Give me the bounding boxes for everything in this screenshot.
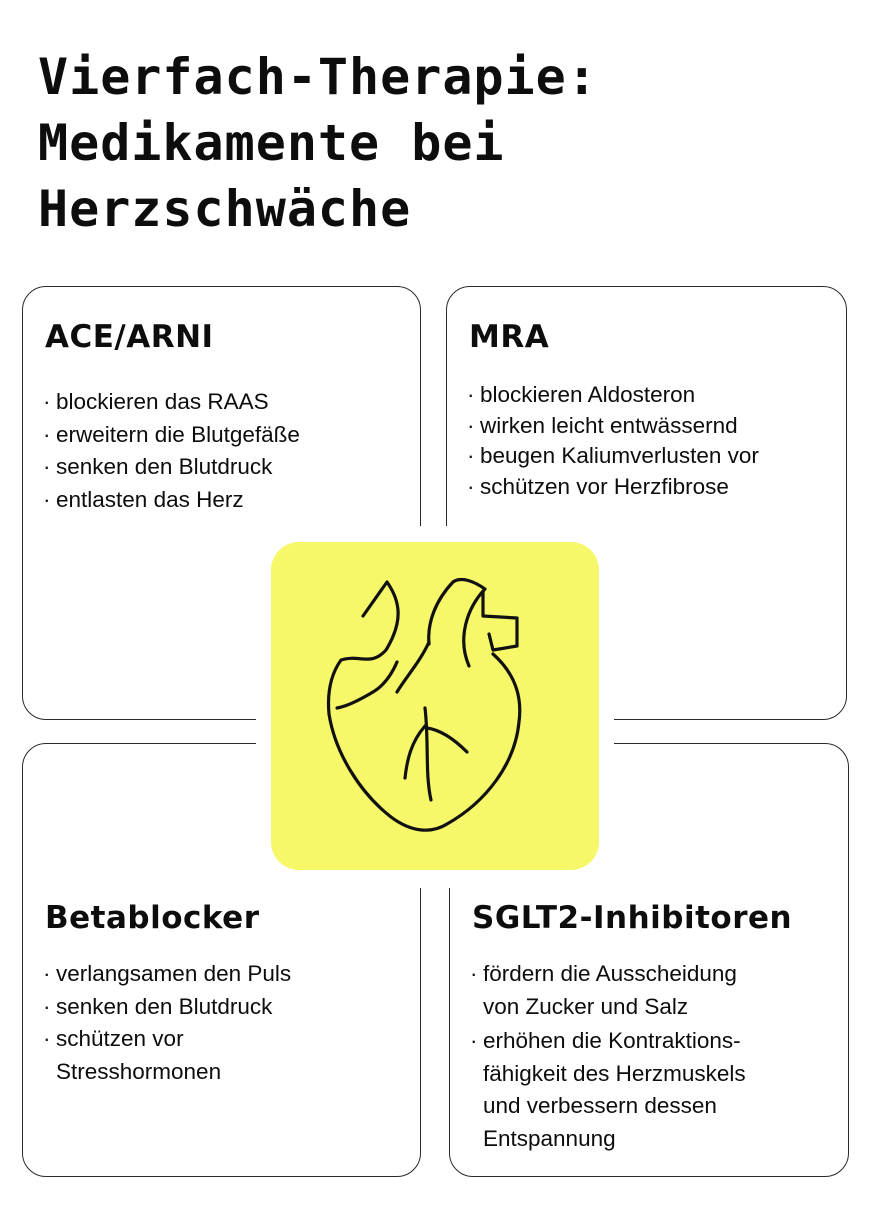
list-item: · beugen Kaliumverlusten vor bbox=[467, 441, 836, 472]
heart-icon-tile bbox=[271, 542, 599, 870]
page-title bbox=[38, 44, 858, 242]
card-list-betablocker bbox=[43, 958, 325, 1088]
list-item: · verlangsamen den Puls bbox=[43, 958, 325, 991]
list-item: · erhöhen die Kontraktions-fähigkeit des Herzmuskels und verbessern dessen Entspannung bbox=[470, 1025, 783, 1155]
card-title-ace-arni: ACE/ARNI bbox=[45, 319, 214, 355]
title-line-1: Vierfach-Therapie: bbox=[38, 48, 598, 106]
title-line-3: Herzschwäche bbox=[38, 180, 412, 238]
list-item: · schützen vor Stresshormonen bbox=[43, 1023, 236, 1088]
card-title-mra: MRA bbox=[469, 319, 550, 355]
list-item: · blockieren das RAAS bbox=[43, 386, 410, 419]
list-item: · senken den Blutdruck bbox=[43, 991, 325, 1024]
list-item: · wirken leicht entwässernd bbox=[467, 411, 836, 442]
title-line-2: Medikamente bei bbox=[38, 114, 505, 172]
card-title-sglt2: SGLT2-Inhibitoren bbox=[472, 900, 793, 936]
list-item: · fördern die Ausscheidung von Zucker und Salz bbox=[470, 958, 773, 1023]
card-title-betablocker: Betablocker bbox=[45, 900, 260, 936]
list-item: · schützen vor Herzfibrose bbox=[467, 472, 836, 503]
list-item: · erweitern die Blutgefäße bbox=[43, 419, 410, 452]
card-list-sglt2 bbox=[470, 958, 838, 1155]
list-item: · senken den Blutdruck bbox=[43, 451, 410, 484]
card-list-mra bbox=[467, 380, 836, 502]
list-item: · blockieren Aldosteron bbox=[467, 380, 836, 411]
list-item: · entlasten das Herz bbox=[43, 484, 410, 517]
card-list-ace-arni bbox=[43, 386, 410, 516]
heart-anatomy-icon bbox=[271, 542, 599, 870]
